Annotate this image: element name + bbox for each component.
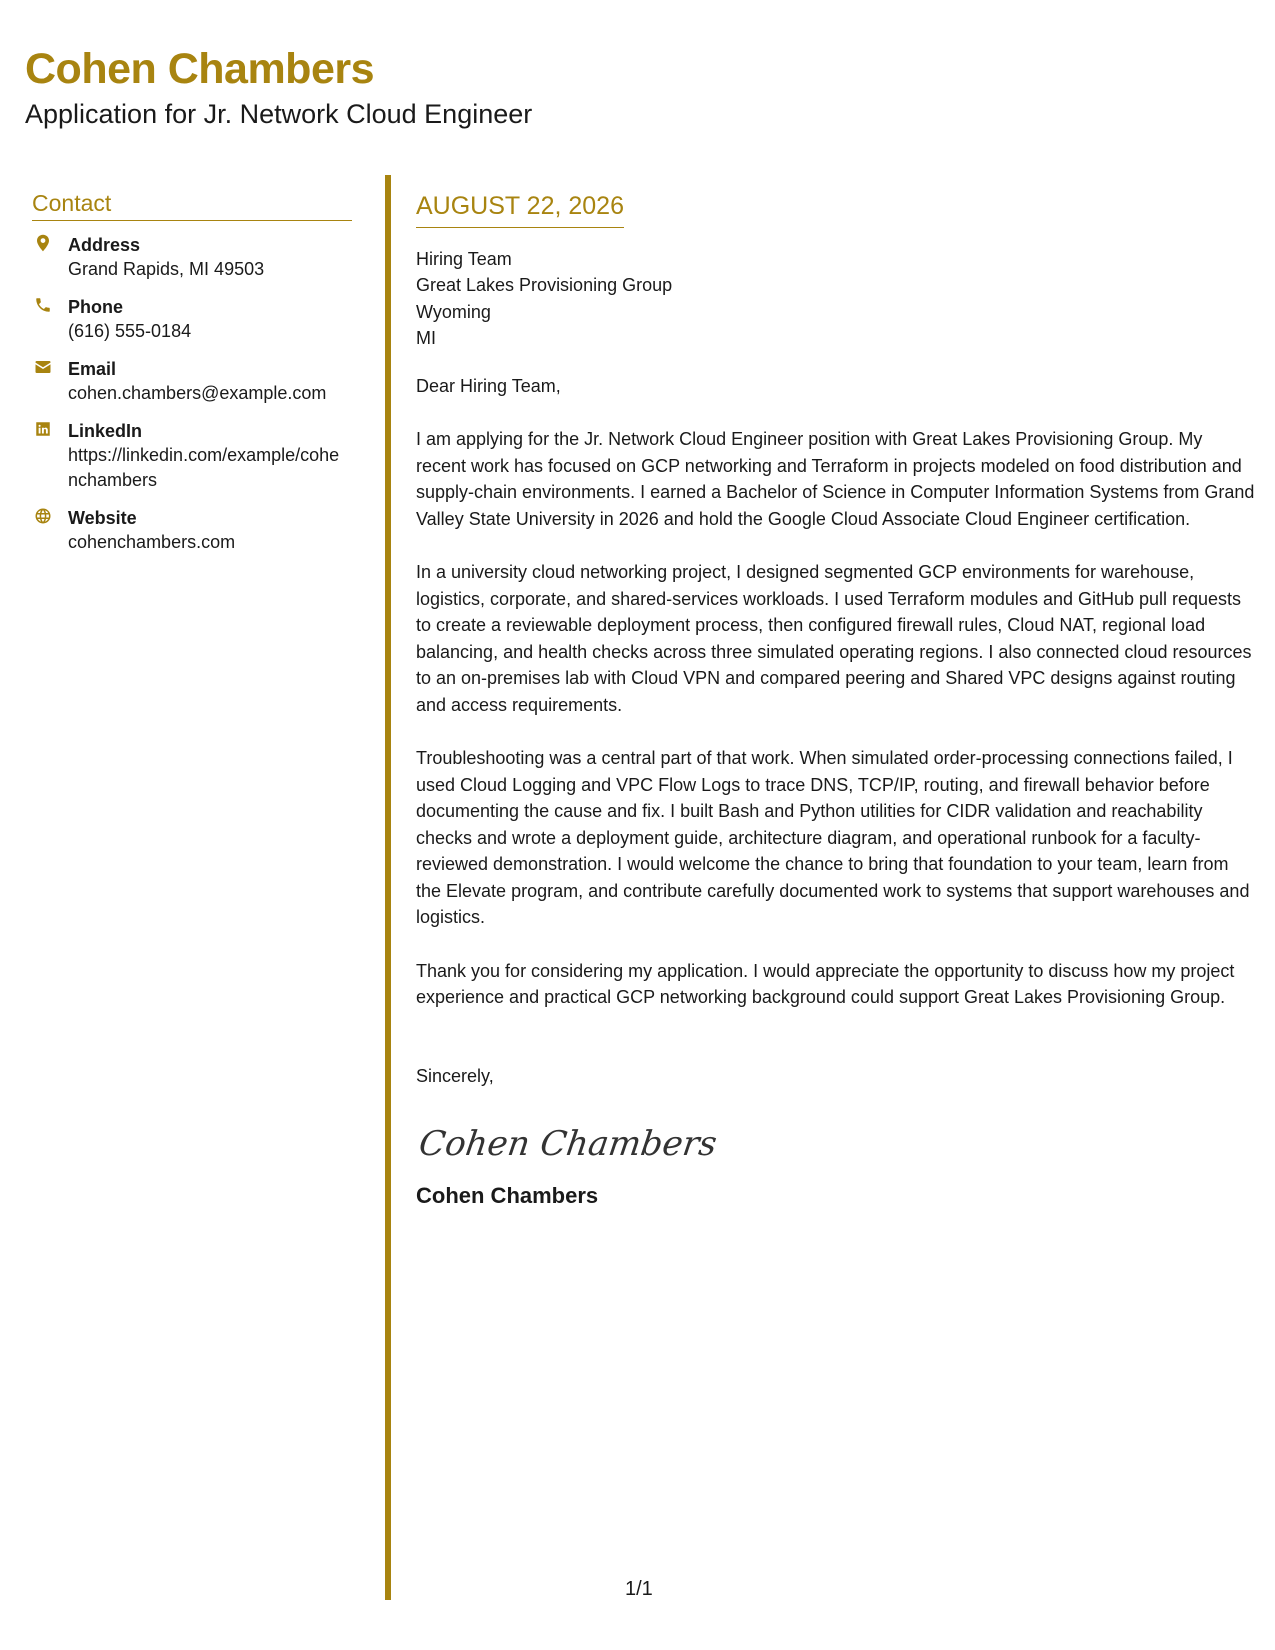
recipient-line: MI [416,328,436,349]
contact-value-website[interactable]: cohenchambers.com [68,532,236,553]
contact-label-email: Email [68,359,117,380]
application-title: Application for Jr. Network Cloud Engineer [25,99,533,129]
recipient-line: Wyoming [416,301,491,322]
handwritten-signature [416,1111,1256,1171]
contact-value-phone: (616) 555-0184 [68,321,192,342]
contact-label-website: Website [68,508,137,529]
recipient-line: Hiring Team [416,248,512,269]
phone-icon [32,296,54,318]
contact-item-address [32,233,352,282]
recipient-block [416,246,1256,352]
contact-sidebar [32,190,352,568]
greeting: Dear Hiring Team, [416,375,561,396]
map-pin-icon [32,234,54,256]
contact-heading: Contact [32,190,352,221]
letter-body [416,192,1256,1210]
envelope-icon [32,358,54,380]
page-number: 1/1 [625,1578,653,1600]
linkedin-icon [32,420,54,442]
contact-value-address: Grand Rapids, MI 49503 [68,259,265,280]
contact-label-address: Address [68,235,141,256]
contact-item-website [32,506,352,555]
contact-value-linkedin[interactable]: https://linkedin.com/example/cohenchambers [68,445,340,491]
closing: Sincerely, [416,1065,494,1086]
contact-item-linkedin [32,419,352,493]
globe-icon [32,507,54,529]
body-paragraph: Thank you for considering my application. I would appreciate the opportunity to discuss how my project experience and practical GCP networking background could support Great Lakes Provisioning Group. [416,960,1235,1008]
contact-label-linkedin: LinkedIn [68,421,143,442]
signature-text: Cohen Chambers [416,1124,720,1165]
contact-value-email[interactable]: cohen.chambers@example.com [68,383,327,404]
body-paragraph: Troubleshooting was a central part of that work. When simulated order-processing connections failed, I used Cloud Logging and VPC Flow Logs to trace DNS, TCP/IP, routing, and firewall behavior before documenting the cause and fix. I built Bash and Python utilities for CIDR validation and reachability checks and wrote a deployment guide, architecture diagram, and operational runbook for a faculty-reviewed demonstration. I would welcome the chance to bring that foundation to your team, learn from the Elevate program, and contribute carefully documented work to systems that support warehouses and logistics. [416,748,1250,928]
contact-item-email [32,357,352,406]
contact-label-phone: Phone [68,297,124,318]
recipient-line: Great Lakes Provisioning Group [416,275,673,296]
contact-item-phone [32,295,352,344]
vertical-divider [385,175,391,1600]
body-paragraph: In a university cloud networking project, I designed segmented GCP environments for warehouse, logistics, corporate, and shared-services workloads. I used Terraform modules and GitHub pull requests to create a reviewable deployment process, then configured firewall rules, Cloud NAT, regional load balancing, and health checks across three simulated operating regions. I also connected cloud resources to an on-premises lab with Cloud VPN and compared peering and Shared VPC designs against routing and access requirements. [416,562,1252,715]
letter-date: AUGUST 22, 2026 [416,192,624,228]
body-paragraph: I am applying for the Jr. Network Cloud Engineer position with Great Lakes Provisioning Group. My recent work has focused on GCP networking and Terraform in projects modeled on food distribution and supply-chain environments. I earned a Bachelor of Science in Computer Information Systems from Grand Valley State University in 2026 and hold the Google Cloud Associate Cloud Engineer certification. [416,429,1255,529]
applicant-name: Cohen Chambers [25,45,375,93]
signer-name: Cohen Chambers [416,1183,599,1209]
